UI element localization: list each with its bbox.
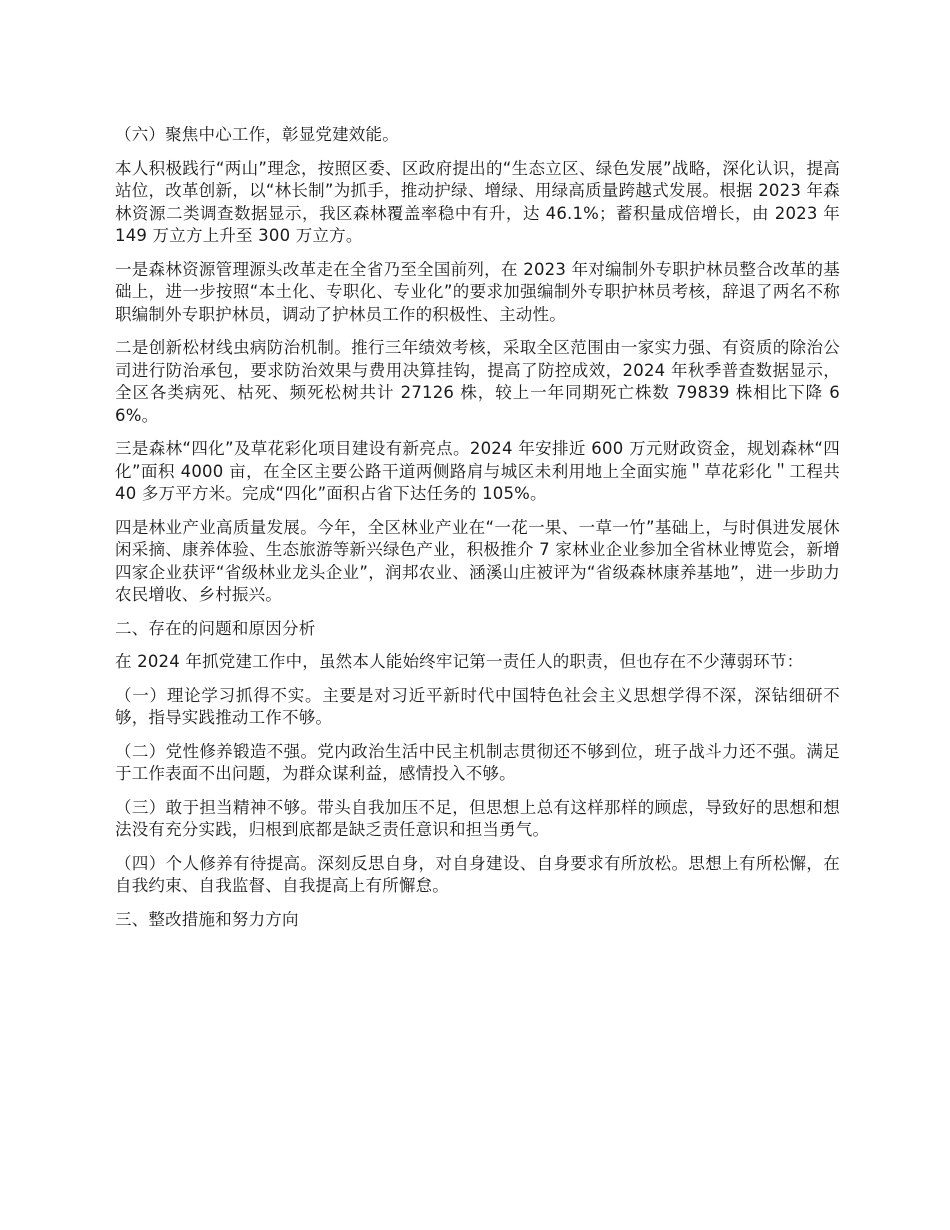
paragraph-problem-1: （一）理论学习抓得不实。主要是对习近平新时代中国特色社会主义思想学得不深，深钻细研不够，指导实践推动工作不够。 [115,685,840,727]
paragraph-pine-nematode: 二是创新松材线虫病防治机制。推行三年绩效考核，采取全区范围由一家实力强、有资质的除治公司进行防治承包，要求防治效果与费用决算挂钩，提高了防控成效，2024 年秋季普查数据显示，全区各类病死、枯死、频死松树共计 27126 株，较上一年同期死亡株数 79839 株相比下降 66%。 [115,338,840,425]
paragraph-problem-4: （四）个人修养有待提高。深刻反思自身，对自身建设、自身要求有所放松。思想上有所松懈，在自我约束、自我监督、自我提高上有所懈怠。 [115,853,840,895]
paragraph-forest-reform: 一是森林资源管理源头改革走在全省乃至全国前列，在 2023 年对编制外专职护林员整合改革的基础上，进一步按照“本土化、专职化、专业化”的要求加强编制外专职护林员考核，辞退了两名不称职编制外专职护林员，调动了护林员工作的积极性、主动性。 [115,259,840,324]
paragraph-problem-2: （二）党性修养锻造不强。党内政治生活中民主机制志贯彻还不够到位，班子战斗力还不强。满足于工作表面不出问题，为群众谋利益，感情投入不够。 [115,741,840,783]
paragraph-problem-3: （三）敢于担当精神不够。带头自我加压不足，但思想上总有这样那样的顾虑，导致好的思想和想法没有充分实践，归根到底都是缺乏责任意识和担当勇气。 [115,797,840,839]
paragraph-forestry-industry: 四是林业产业高质量发展。今年，全区林业产业在“一花一果、一草一竹”基础上，与时俱进发展休闲采摘、康养体验、生态旅游等新兴绿色产业，积极推介 7 家林业企业参加全省林业博览会，新增四家企业获评“省级林业龙头企业”，润邦农业、涵溪山庄被评为“省级森林康养基地”，进一步助力农民增收、乡村振兴。 [115,517,840,604]
section-heading-party-effectiveness: （六）聚焦中心工作，彰显党建效能。 [115,125,399,144]
paragraph-problems-intro: 在 2024 年抓党建工作中，虽然本人能始终牢记第一责任人的职责，但也存在不少薄弱环节： [115,652,804,671]
paragraph-two-mountains: 本人积极践行“两山”理念，按照区委、区政府提出的“生态立区、绿色发展”战略，深化认识，提高站位，改革创新，以“林长制”为抓手，推动护绿、增绿、用绿高质量跨越式发展。根据 2023 年森林资源二类调查数据显示，我区森林覆盖率稳中有升，达 46.1%；蓄积量成倍增长，由 2023 年 149 万立方上升至 300 万立方。 [115,158,840,245]
section-heading-rectification: 三、整改措施和努力方向 [115,909,299,929]
paragraph-four-transformations: 三是森林“四化”及草花彩化项目建设有新亮点。2024 年安排近 600 万元财政资金，规划森林“四化”面积 4000 亩，在全区主要公路干道两侧路肩与城区未利用地上全面实施＂草花彩化＂工程共 40 多万平方米。完成“四化”面积占省下达任务的 105%。 [115,439,840,503]
section-heading-problems: 二、存在的问题和原因分析 [115,618,316,638]
document-body [115,124,840,942]
